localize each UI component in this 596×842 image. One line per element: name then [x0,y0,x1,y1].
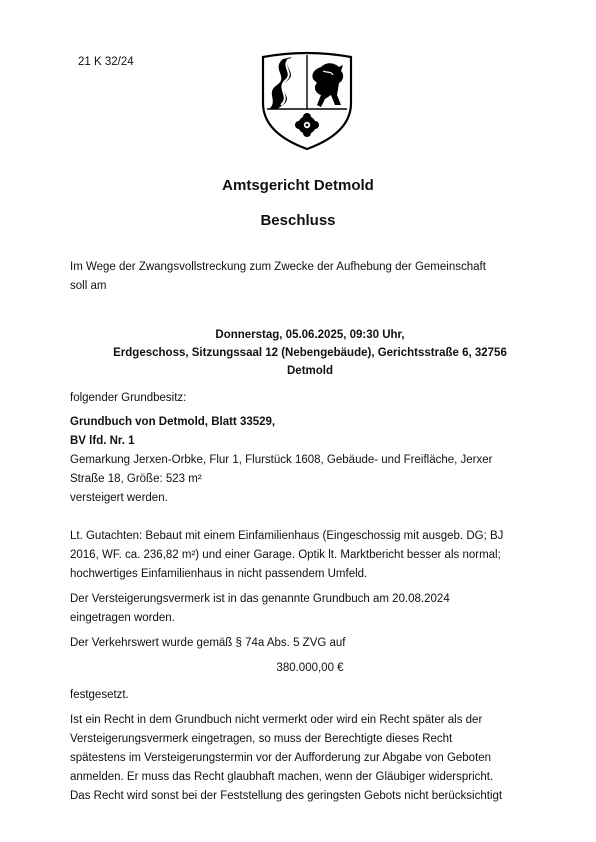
auction-text: versteigert werden. [70,492,168,504]
property-description: Straße 18, Größe: 523 m² [70,473,202,485]
value-outro: festgesetzt. [70,689,129,701]
appraisal-line: hochwertiges Einfamilienhaus in nicht passendem Umfeld. [70,568,368,580]
market-value-amount: 380.000,00 € [276,662,344,674]
appointment-location: Erdgeschoss, Sitzungssaal 12 (Nebengebäude), Gerichtsstraße 6, 32756 [113,347,507,359]
rights-line: Versteigerungsvermerk eingetragen, so muss der Berechtigte dieses Recht [70,733,453,745]
rights-line: Ist ein Recht in dem Grundbuch nicht vermerkt oder wird ein Recht später als der [70,714,483,726]
rights-line: spätestens im Versteigerungstermin vor der Aufforderung zur Abgabe von Geboten [70,752,492,764]
intro-line: Im Wege der Zwangsvollstreckung zum Zwecke der Aufhebung der Gemeinschaft [70,261,486,273]
intro-paragraph [70,258,525,296]
property-block [70,413,525,508]
registration-line: Der Versteigerungsvermerk ist in das genannte Grundbuch am 20.08.2024 [70,593,450,605]
land-register: Grundbuch von Detmold, Blatt 33529, [70,416,276,428]
nrw-coat-of-arms-icon [259,51,355,151]
register-entry: BV lfd. Nr. 1 [70,435,135,447]
appointment-date: Donnerstag, 05.06.2025, 09:30 Uhr, [215,329,405,341]
property-label: folgender Grundbesitz: [70,392,187,404]
court-name: Amtsgericht Detmold [222,177,374,194]
rights-line: anmelden. Er muss das Recht glaubhaft machen, wenn der Gläubiger widerspricht. [70,771,494,783]
registration-line: eingetragen worden. [70,612,175,624]
appointment-block [70,326,550,380]
registration-paragraph [70,590,525,628]
value-intro: Der Verkehrswert wurde gemäß § 74a Abs. 5 ZVG auf [70,637,346,649]
appraisal-line: Lt. Gutachten: Bebaut mit einem Einfamilienhaus (Eingeschossig mit ausgeb. DG; BJ [70,530,504,542]
rights-line: Das Recht wird sonst bei der Feststellung des geringsten Gebots nicht berücksichtigt [70,790,503,802]
property-description: Gemarkung Jerxen-Orbke, Flur 1, Flurstück 1608, Gebäude- und Freifläche, Jerxer [70,454,493,466]
intro-line: soll am [70,280,107,292]
file-number: 21 K 32/24 [78,56,134,68]
rights-paragraph [70,711,525,806]
appointment-city: Detmold [287,365,333,377]
appraisal-paragraph [70,527,525,584]
appraisal-line: 2016, WF. ca. 236,82 m²) und einer Garage. Optik lt. Marktbericht besser als normal; [70,549,501,561]
document-type: Beschluss [260,212,336,229]
